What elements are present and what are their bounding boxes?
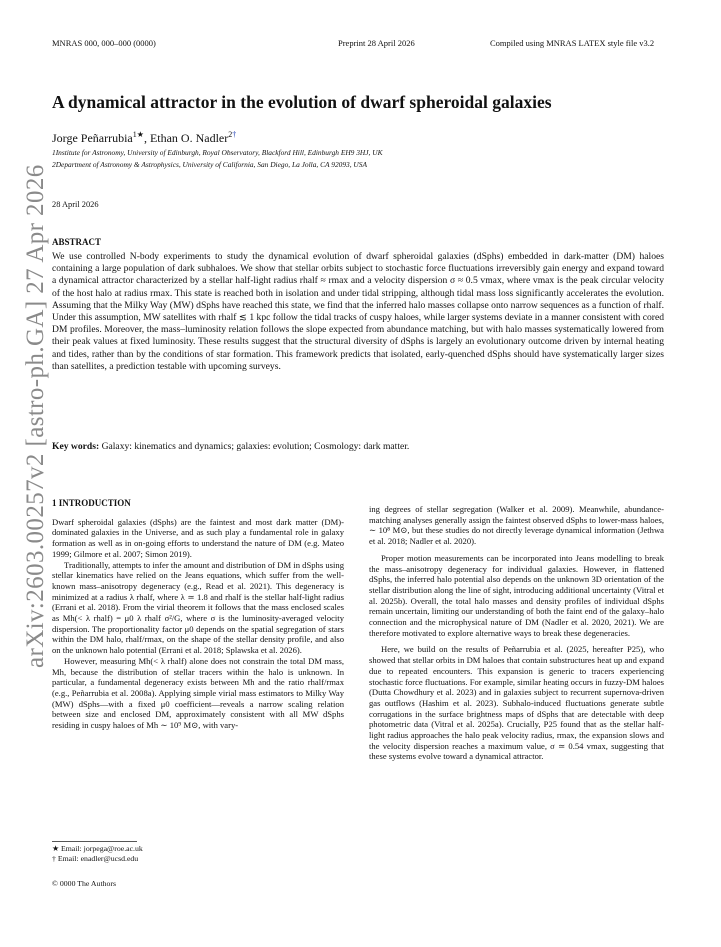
keywords-text: Galaxy: kinematics and dynamics; galaxies: evolution; Cosmology: dark matter. — [101, 441, 410, 452]
section-heading: 1 INTRODUCTION — [52, 498, 131, 508]
author-name: Jorge Peñarrubia — [52, 131, 133, 145]
left-column — [52, 498, 344, 731]
keywords-label: Key words: — [52, 441, 100, 452]
author-marks: 1★ — [132, 130, 144, 139]
paragraph: However, measuring Mh(< λ rhalf) alone does not constrain the total DM mass, Mh, because the distribution of stellar tracers within the halo is unknown. In particular, a fundamental degeneracy exists between Mh and the ratio rhalf/rmax (e.g., Peñarrubia et al. 2008a). Applying simple virial mass estimators to Milky Way (MW) dSphs—with a fixed μ0 coefficient—reveals a narrow scaling relation between size and enclosed DM, approximately consistent with all MW dSphs residing in cuspy haloes of Mh ∼ 10⁹ M⊙, with vary- — [52, 655, 344, 731]
affiliation: 1Institute for Astronomy, University of Edinburgh, Royal Observatory, Blackford Hill, Edinburgh EH9 3HJ, UK — [52, 148, 383, 157]
dagger-footnote-link[interactable]: † — [232, 130, 237, 139]
author-marks: 2 — [228, 130, 233, 139]
affiliation: 2Department of Astronomy & Astrophysics, University of California, San Diego, La Jolla, CA 92093, USA — [52, 160, 367, 169]
paper-date: 28 April 2026 — [52, 200, 99, 209]
author-list — [52, 130, 236, 146]
right-column — [369, 504, 664, 762]
paragraph: Dwarf spheroidal galaxies (dSphs) are the faintest and most dark matter (DM)-dominated galaxies in the Universe, and as such play a fundamental role in galaxy formation as well as in on-going efforts to understand the nature of DM (e.g. Mateo 1999; Gilmore et al. 2007; Simon 2019). — [52, 516, 344, 559]
author-separator: , — [143, 131, 150, 145]
abstract-text: We use controlled N-body experiments to study the dynamical evolution of dwarf spheroidal galaxies (dSphs) embedded in dark-matter (DM) haloes containing a large population of dark subhaloes. We show that stellar orbits subject to stochastic force fluctuations irreversibly gain energy and expand toward a dynamical attractor characterized by a stellar half-light radius rhalf ≈ rmax and a velocity dispersion σ ≈ 0.5 vmax, where vmax is the peak circular velocity of the host halo at radius rmax. This state is reached both in isolation and under tidal stripping, although tidal mass loss significantly accelerates the evolution. Assuming that the Milky Way (MW) dSphs have reached this state, we find that the inferred halo masses collapse onto narrow sequences as a function of rhalf. Under this assumption, MW satellites with rhalf ≲ 1 kpc follow the tidal tracks of cuspy haloes, while larger systems deviate in a manner consistent with cored DM profiles. Moreover, the mass–luminosity relation follows the slope expected from abundance matching, but with halo masses systematically lowered from their peak values at fixed luminosity. These results suggest that the structural diversity of dSphs is largely an evolutionary outcome driven by internal heating and tides, rather than by the conditions of star formation. This framework predicts that isolated, early-quenched dSphs should have systematically larger sizes than satellites, a prediction testable with upcoming surveys. — [52, 251, 664, 372]
keywords — [52, 441, 664, 452]
abstract-body — [52, 251, 664, 373]
copyright: © 0000 The Authors — [52, 879, 117, 888]
paragraph: ing degrees of stellar segregation (Walker et al. 2009). Meanwhile, abundance-matching analyses generally assign the faintest observed dSphs to lower-mass haloes, ∼ 10⁸ M⊙, but these studies do not directly leverage dynamical information (Jethwa et al. 2018; Nadler et al. 2020). — [369, 504, 664, 547]
paragraph: Traditionally, attempts to infer the amount and distribution of DM in dSphs using stellar kinematics have relied on the Jeans equations, which suffer from the well-known mass–anisotropy degeneracy (e.g., Read et al. 2021). This degeneracy is minimized at a radius λ rhalf, where λ ≃ 1.8 and rhalf is the stellar half-light radius (Errani et al. 2018). From the virial theorem it follows that the mass enclosed scales as Mh(< λ rhalf) = μ0 λ rhalf σ²/G, where σ is the luminosity-averaged velocity dispersion. The proportionality factor μ0 depends on the spatial segregation of stars within the DM halo, rhalf/rmax, on the shape of the stellar density profile, and also on the unknown halo potential (Errani et al. 2018; Splawska et al. 2026). — [52, 559, 344, 656]
paragraph: Here, we build on the results of Peñarrubia et al. (2025, hereafter P25), who showed that stellar orbits in DM haloes that contain substructures heat up and expand due to repeated encounters. This expansion is generic to tracers experiencing stochastic force fluctuations. For example, similar heating occurs in fuzzy-DM haloes (Dutta Chowdhury et al. 2023) and in galaxies subject to recurrent supernova-driven gas outflows (Hashim et al. 2023). Subhalo-induced fluctuations generate subtle corrugations in the surface brightness maps of dSphs that are detectable with deep photometric data (Vitral et al. 2025a). Crucially, P25 found that as the stellar half-light radius approaches the halo peak velocity radius, rmax, the expansion slows and the velocity dispersion reaches a maximum value, σ ≃ 0.54 vmax, suggesting that these systems evolve toward a dynamical attractor. — [369, 644, 664, 762]
running-header-right: Compiled using MNRAS LATEX style file v3.2 — [490, 38, 655, 48]
abstract-heading: ABSTRACT — [52, 237, 102, 247]
footnote-rule — [52, 841, 137, 842]
running-header-left: MNRAS 000, 000–000 (0000) — [52, 38, 156, 48]
footnote-email: ★ Email: jorpega@roe.ac.uk — [52, 844, 143, 853]
author-name: Ethan O. Nadler — [149, 131, 229, 145]
footnote-email: † Email: enadler@ucsd.edu — [52, 854, 139, 863]
paragraph: Proper motion measurements can be incorporated into Jeans modelling to break the mass–anisotropy degeneracy for individual galaxies. However, in flattened dSphs, the inferred halo potential also depends on the unknown 3D orientation of the stellar distribution along the line of sight, introducing additional uncertainty (Vitral et al. 2025b). Overall, the total halo masses and density profiles of individual dSphs remain uncertain, limiting our understanding of both the faint end of the galaxy–halo connection and the microphysical nature of DM (Nadler et al. 2020, 2021). We are therefore motivated to explore alternative ways to break these degeneracies. — [369, 552, 664, 638]
paper-title: A dynamical attractor in the evolution of dwarf spheroidal galaxies — [52, 92, 552, 112]
arxiv-stamp: arXiv:2603.00257v2 [astro-ph.GA] 27 Apr 2026 — [22, 164, 49, 668]
running-header-center: Preprint 28 April 2026 — [338, 38, 415, 48]
